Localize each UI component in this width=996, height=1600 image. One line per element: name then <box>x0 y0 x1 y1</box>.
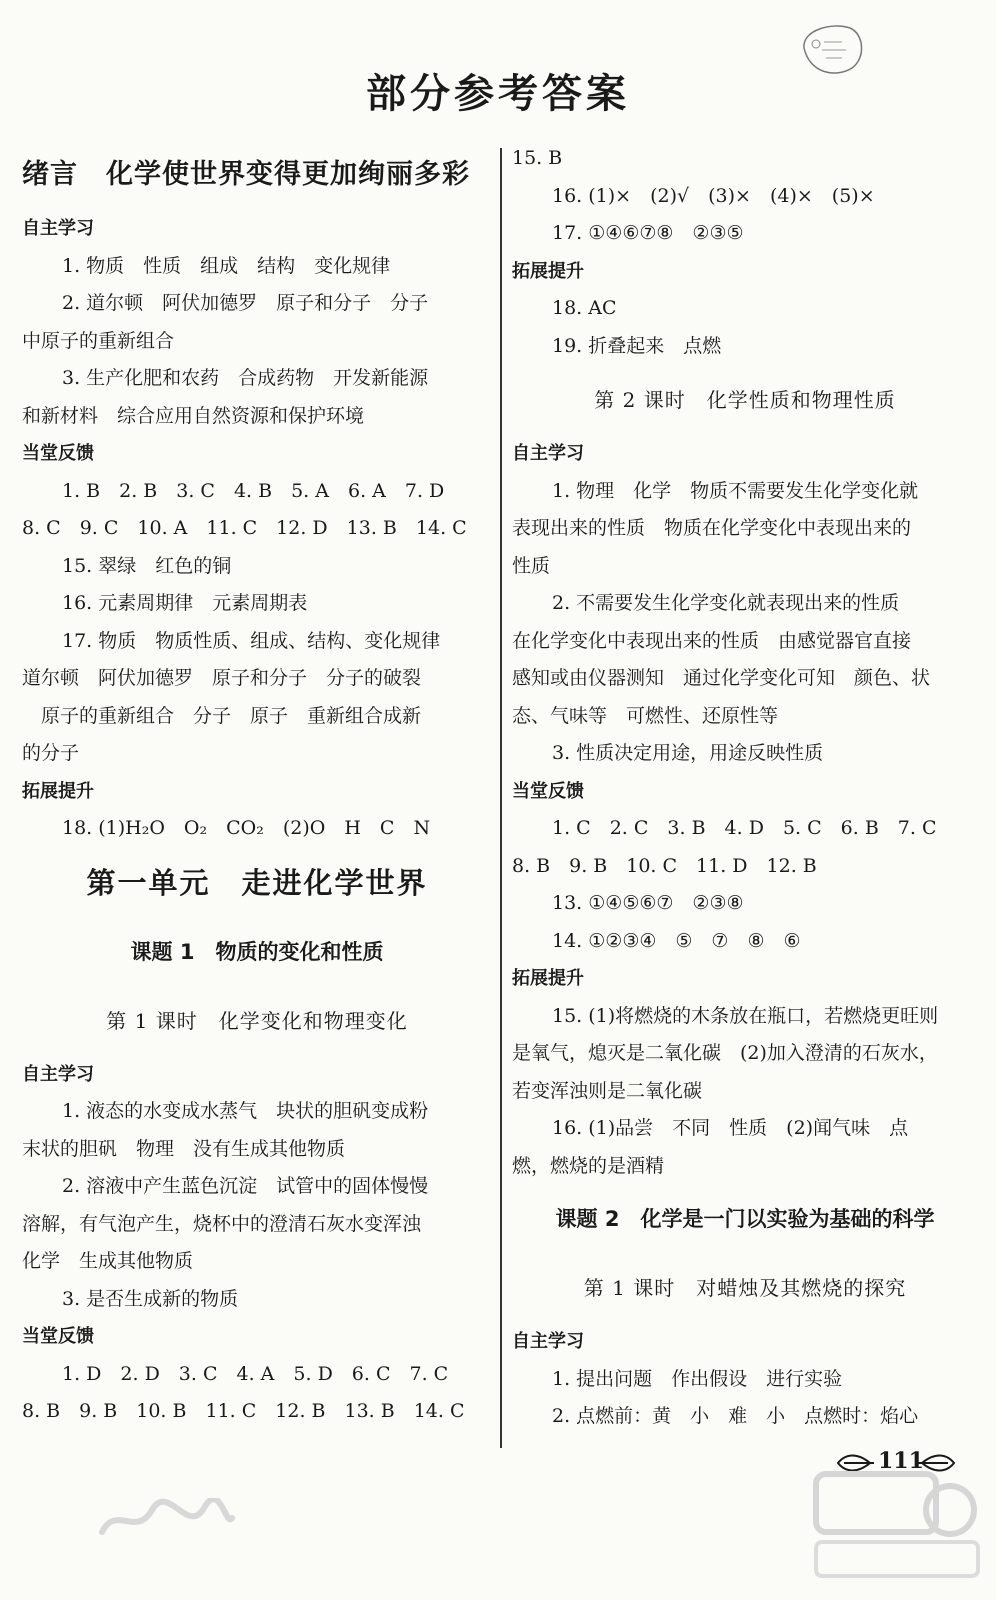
section-label: 自主学习 <box>22 218 94 239</box>
answer-line: 1. 物理 化学 物质不需要发生化学变化就 <box>552 479 919 502</box>
answer-line: 原子的重新组合 分子 原子 重新组合成新 <box>22 704 422 727</box>
answer-line: 8. B 9. B 10. B 11. C 12. B 13. B 14. C <box>22 1400 465 1422</box>
section-label: 当堂反馈 <box>22 443 94 464</box>
answer-line: 3. 是否生成新的物质 <box>62 1287 239 1310</box>
answer-line: 15. B <box>512 147 563 169</box>
topic-heading: 课题 2 化学是一门以实验为基础的科学 <box>555 1207 935 1231</box>
lesson-heading: 第 1 课时 化学变化和物理变化 <box>106 1008 408 1033</box>
watermark-site-logo <box>812 1470 982 1585</box>
page-number: 111 <box>878 1448 924 1474</box>
answer-line: 16. 元素周期律 元素周期表 <box>62 592 308 614</box>
answer-line: 19. 折叠起来 点燃 <box>552 334 722 357</box>
answer-line: 17. 物质 物质性质、组成、结构、变化规律 <box>62 629 441 652</box>
answer-line: 3. 性质决定用途，用途反映性质 <box>552 742 824 764</box>
answer-line: 和新材料 综合应用自然资源和保护环境 <box>22 404 365 427</box>
answer-line: 1. 物质 性质 组成 结构 变化规律 <box>62 254 391 277</box>
section-label: 自主学习 <box>22 1063 94 1085</box>
answer-line: 3. 生产化肥和农药 合成药物 开发新能源 <box>62 367 429 389</box>
ornament-left-icon <box>838 1456 874 1471</box>
answer-line: 17. ①④⑥⑦⑧ ②③⑤ <box>552 222 744 244</box>
answer-line: 在化学变化中表现出来的性质 由感觉器官直接 <box>512 629 912 652</box>
answer-line: 15. (1)将燃烧的木条放在瓶口，若燃烧更旺则 <box>552 1004 939 1027</box>
lesson-heading: 第 2 课时 化学性质和物理性质 <box>594 388 896 412</box>
section-label: 拓展提升 <box>512 968 584 989</box>
answer-line: 态、气味等 可燃性、还原性等 <box>512 704 779 727</box>
section-label: 当堂反馈 <box>512 780 584 802</box>
answer-line: 化学 生成其他物质 <box>22 1250 194 1272</box>
answer-line: 14. ①②③④ ⑤ ⑦ ⑧ ⑥ <box>552 929 801 952</box>
lesson-heading: 第 1 课时 对蜡烛及其燃烧的探究 <box>583 1276 907 1300</box>
answer-line: 1. B 2. B 3. C 4. B 5. A 6. A 7. D <box>62 479 445 502</box>
answer-line: 15. 翠绿 红色的铜 <box>62 554 232 577</box>
unit-heading: 第一单元 走进化学世界 <box>86 865 428 900</box>
answer-line: 性质 <box>512 554 551 577</box>
section-label: 拓展提升 <box>512 260 584 282</box>
answer-line: 2. 点燃前：黄 小 难 小 点燃时：焰心 <box>552 1405 919 1427</box>
answer-line: 1. D 2. D 3. C 4. A 5. D 6. C 7. C <box>62 1362 449 1385</box>
answer-line: 18. (1)H₂O O₂ CO₂ (2)O H C N <box>62 817 431 839</box>
section-label: 自主学习 <box>512 443 584 464</box>
answer-line: 是氧气，熄灭是二氧化碳 (2)加入澄清的石灰水， <box>512 1042 938 1064</box>
answer-line: 1. 提出问题 作出假设 进行实验 <box>552 1367 843 1390</box>
column-divider <box>500 148 502 1448</box>
left-column <box>22 140 492 1431</box>
topic-heading: 课题 1 物质的变化和性质 <box>130 939 384 964</box>
answer-line: 2. 不需要发生化学变化就表现出来的性质 <box>552 592 900 614</box>
answer-line: 中原子的重新组合 <box>22 329 175 352</box>
answer-line: 表现出来的性质 物质在化学变化中表现出来的 <box>512 517 912 539</box>
answer-line: 1. 液态的水变成水蒸气 块状的胆矾变成粉 <box>62 1100 429 1122</box>
answer-line: 16. (1)× (2)√ (3)× (4)× (5)× <box>552 184 875 207</box>
answer-line: 末状的胆矾 物理 没有生成其他物质 <box>22 1137 346 1160</box>
answer-line: 1. C 2. C 3. B 4. D 5. C 6. B 7. C <box>552 817 937 839</box>
answer-line: 13. ①④⑤⑥⑦ ②③⑧ <box>552 892 744 914</box>
section-label: 拓展提升 <box>22 780 94 802</box>
page-title: 部分参考答案 <box>366 71 630 117</box>
answer-line: 8. B 9. B 10. C 11. D 12. B <box>512 854 817 877</box>
answer-line: 若变浑浊则是二氧化碳 <box>512 1079 703 1102</box>
answer-line: 2. 道尔顿 阿伏加德罗 原子和分子 分子 <box>62 292 429 314</box>
answer-line: 18. AC <box>552 297 617 319</box>
answer-line: 感知或由仪器测知 通过化学变化可知 颜色、状 <box>512 667 931 689</box>
section-label: 当堂反馈 <box>22 1326 94 1347</box>
answer-line: 2. 溶液中产生蓝色沉淀 试管中的固体慢慢 <box>62 1175 429 1197</box>
chapter-heading: 绪言 化学使世界变得更加绚丽多彩 <box>22 159 470 190</box>
answer-line: 的分子 <box>22 742 80 764</box>
answer-line: 溶解，有气泡产生，烧杯中的澄清石灰水变浑浊 <box>22 1212 422 1235</box>
answer-line: 16. (1)品尝 不同 性质 (2)闻气味 点 <box>552 1117 909 1139</box>
answer-line: 8. C 9. C 10. A 11. C 12. D 13. B 14. C <box>22 517 467 539</box>
right-column <box>512 140 978 1436</box>
answer-line: 燃，燃烧的是酒精 <box>512 1154 665 1177</box>
watermark-brush-logo <box>96 1498 236 1542</box>
section-label: 自主学习 <box>512 1331 584 1352</box>
answer-line: 道尔顿 阿伏加德罗 原子和分子 分子的破裂 <box>22 667 422 689</box>
